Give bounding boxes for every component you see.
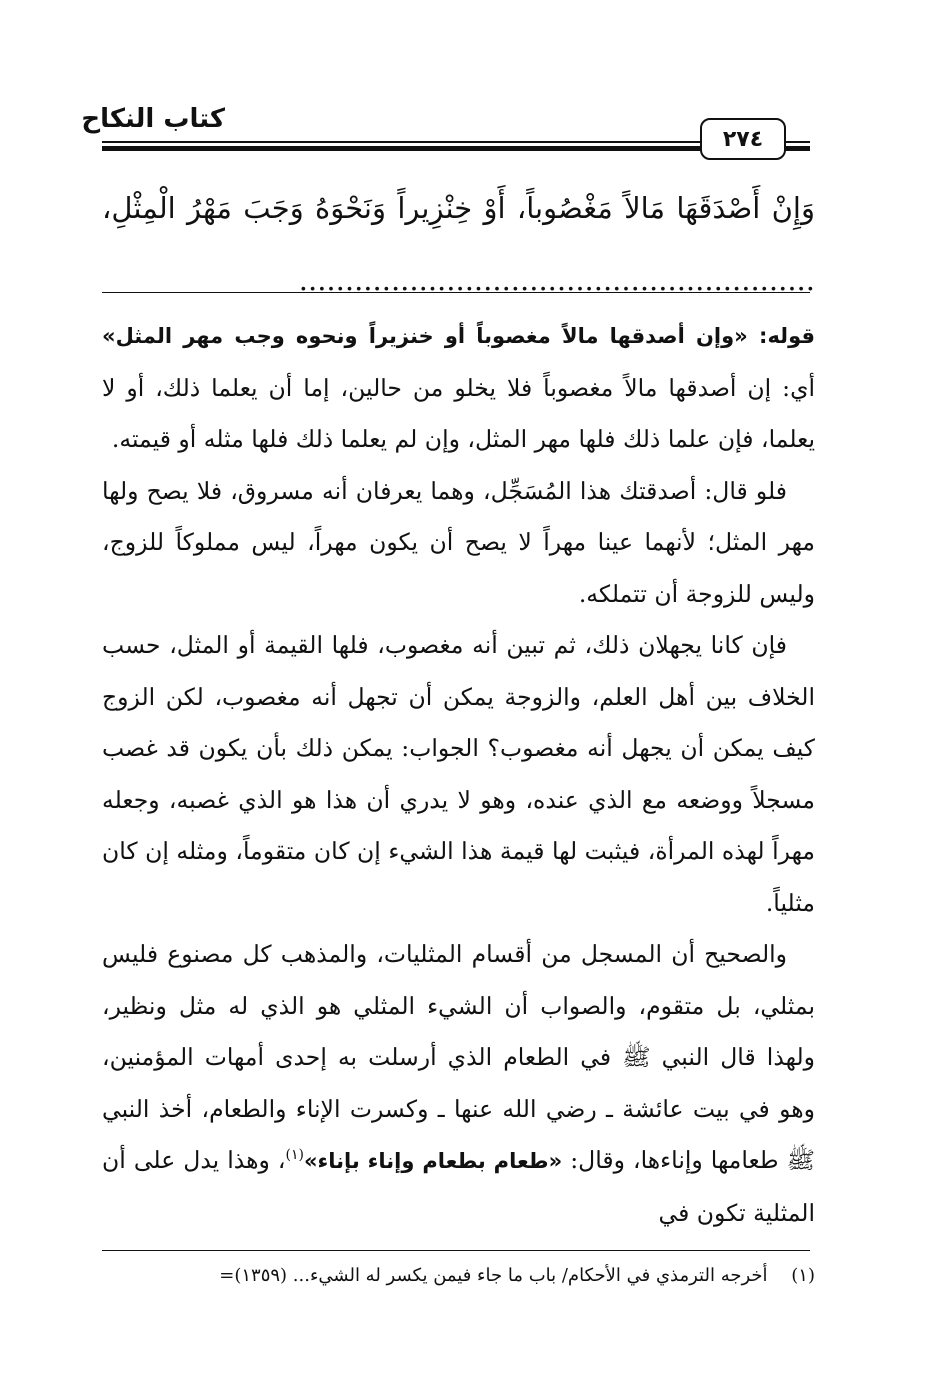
book-title: كتاب النكاح (81, 104, 225, 134)
commentary-quote: «وإن أصدقها مالاً مغصوباً أو خنزيراً ونحوه وجب مهر المثل» (102, 324, 748, 348)
page-number: ٢٧٤ (722, 126, 764, 152)
commentary-paragraph-3: فإن كانا يجهلان ذلك، ثم تبين أنه مغصوب، فلها القيمة أو المثل، حسب الخلاف بين أهل العلم، والزوجة يمكن أن تجهل أنه مغصوب، لكن الزوج كيف يمكن أن يجهل أنه مغصوب؟ الجواب: يمكن ذلك بأن يكون قد غصب مسجلاً ووضعه مع الذي عنده، وهو لا يدري أن هذا هو الذي غصبه، وجعله مهراً لهذه المرأة، فيثبت لها قيمة هذا الشيء إن كان متقوماً، ومثله إن كان مثلياً. (102, 631, 815, 917)
footnote-number: (١) (791, 1265, 815, 1286)
commentary (102, 310, 815, 1239)
page-number-box (700, 118, 786, 160)
commentary-label: قوله: (759, 324, 815, 348)
matn-verse: وَإِنْ أَصْدَقَهَا مَالاً مَغْصُوباً، أَوْ خِنْزِيراً وَنَحْوَهُ وَجَبَ مَهْرُ الْمِثْلِ، (102, 191, 815, 225)
matn-separator (102, 292, 810, 293)
hadith-quote: «طعام بطعام وإناء بإناء» (303, 1149, 563, 1173)
commentary-paragraph-4 (102, 929, 815, 1239)
commentary-paragraph-2: فلو قال: أصدقتك هذا المُسَجِّل، وهما يعرفان أنه مسروق، فلا يصح ولها مهر المثل؛ لأنهما عينا مهراً لا يصح أن يكون مهراً، ليس مملوكاً للزوج، وليس للزوجة أن تتملكه. (102, 476, 815, 608)
matn-dots: ........................................................ (298, 263, 815, 297)
commentary-text-end: ، وهذا يدل على أن المثلية تكون في (102, 1146, 815, 1227)
commentary-paragraph-1 (102, 310, 815, 466)
commentary-text: والصحيح أن المسجل من أقسام المثليات، والمذهب كل مصنوع فليس بمثلي، بل متقوم، والصواب أن الشيء المثلي هو الذي له مثل ونظير، ولهذا قال النبي ﷺ في الطعام الذي أرسلت به إحدى أمهات المؤمنين، وهو في بيت عائشة ـ رضي الله عنها ـ وكسرت الإناء والطعام، أخذ النبي ﷺ طعامها وإناءها، وقال: (102, 940, 815, 1174)
commentary-text: أي: إن أصدقها مالاً مغصوباً فلا يخلو من حالين، إما أن يعلما ذلك، أو لا يعلما، فإن علما ذلك فلها مهر المثل، وإن لم يعلما ذلك فلها مثله أو قيمته. (102, 373, 815, 453)
footnote-reference[interactable]: (١) (285, 1147, 304, 1164)
footnote-text: أخرجه الترمذي في الأحكام/ باب ما جاء فيمن يكسر له الشيء... (١٣٥٩)= (219, 1265, 768, 1286)
footnote (102, 1262, 815, 1290)
footnote-rule (102, 1250, 810, 1251)
matn-text (102, 172, 815, 316)
